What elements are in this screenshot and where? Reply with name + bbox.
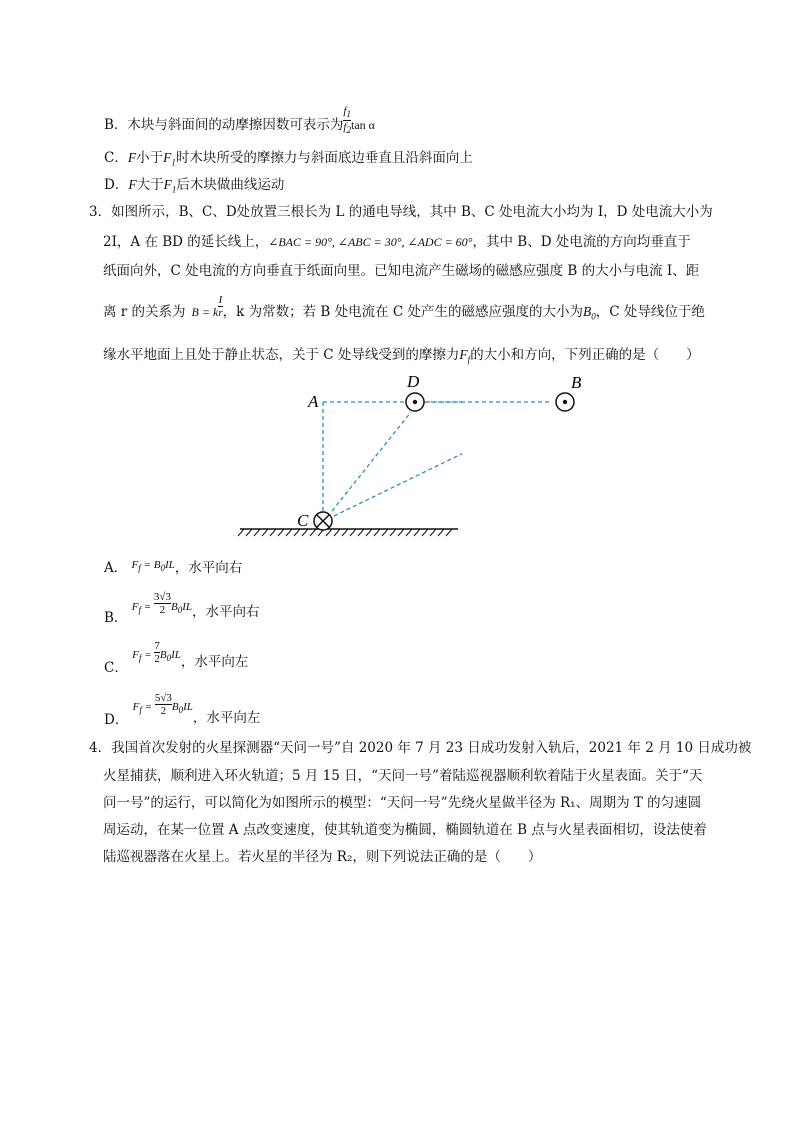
option-direction: ，水平向右 — [174, 560, 243, 576]
q3-option-c: C． $F_f$ = $\frac{7}{2}$ $B_0IL$，水平向左 — [104, 640, 249, 676]
segment-cd — [332, 412, 411, 511]
question-number: 3． — [89, 204, 112, 220]
ground-hatching — [238, 529, 452, 536]
q3-line-5: 缘水平地面上且处于静止状态，关于 C 处导线受到的摩擦力$F_f$的大小和方向，下列正确的是（ ） — [103, 347, 700, 365]
question-number: 4． — [89, 740, 112, 756]
label-d: D — [407, 372, 420, 391]
q3-line-2: 2I，A 在 BD 的延长线上，∠BAC = 90°, ∠ABC = 30°, ∠ADC = 60°，其中 B、D 处电流的方向均垂直于 — [103, 234, 691, 250]
option-direction: ，水平向左 — [192, 710, 261, 726]
q4-line-2: 火星捕获，顺利进入环火轨道；5 月 15 日，“天问一号”着陆巡视器顺利软着陆于火星表面。关于“天 — [103, 768, 703, 784]
option-direction: ，水平向左 — [180, 654, 249, 670]
q4-line-4: 周运动，在某一位置 A 点改变速度，使其轨道变为椭圆，椭圆轨道在 B 点与火星表面相切，设法使着 — [103, 822, 707, 838]
label-a: A — [308, 392, 319, 411]
option-letter: B． — [104, 610, 128, 626]
angle-conditions: ∠BAC = 90°, ∠ABC = 30°, ∠ADC = 60° — [268, 235, 473, 249]
q4-line-5: 陆巡视器落在火星上。若火星的半径为 R₂，则下列说法正确的是（ ） — [103, 849, 542, 865]
q4-line-3: 问一号”的运行，可以简化为如图所示的模型：“天问一号”先绕火星做半径为 R₁、周期为 T 的匀速圆 — [103, 795, 702, 811]
option-c-prev: C．F小于$F_1$时木块所受的摩擦力与斜面底边垂直且沿斜面向上 — [104, 150, 473, 168]
q3-line-4: 离 r 的关系为 B = k $\frac{I}{r}$ ，k 为常数；若 B 处电流在 C 处产生的磁感应强度的大小为$B_0$，C 处导线位于绝 — [103, 294, 705, 322]
wire-b-out-icon — [556, 393, 574, 411]
figure-connector-lines — [420, 395, 550, 525]
option-letter: A． — [104, 560, 128, 576]
option-direction: ，水平向右 — [191, 604, 260, 620]
wire-c-in-icon — [314, 512, 332, 530]
option-b-prev — [104, 105, 375, 136]
q3-option-a: A． $^{F_f = B_0IL}$，水平向右 — [104, 559, 243, 576]
q3-option-d: D． $F_f$ = $\frac{5√3}{2}$ $B_0IL$，水平向左 — [104, 692, 261, 728]
option-text: 木块与斜面间的动摩擦因数可表示为 — [127, 117, 344, 134]
option-letter: D． — [104, 712, 129, 728]
q3-line-3: 纸面向外，C 处电流的方向垂直于纸面向里。已知电流产生磁场的磁感应强度 B 的大小与电流 I、距 — [103, 263, 700, 279]
option-letter: B． — [104, 117, 128, 134]
option-letter: C． — [104, 660, 128, 676]
friction-ratio-fraction: $\frac{f_1}{f_2}$ — [343, 105, 351, 136]
label-b: B — [571, 373, 582, 392]
option-d-prev: D．F大于$F_1$后木块做曲线运动 — [104, 177, 285, 195]
tan-alpha: tan α — [350, 118, 375, 133]
q3-line-1: 3．如图所示，B、C、D处放置三根长为 L 的通电导线，其中 B、C 处电流大小均为 I，D 处电流大小为 — [89, 204, 713, 220]
q3-option-b: B． $F_f$ = $\frac{3√3}{2}$ $B_0IL$，水平向右 — [104, 591, 260, 626]
label-c: C — [297, 511, 309, 530]
field-formula: B = k — [191, 305, 219, 319]
q4-line-1: 4．我国首次发射的火星探测器“天问一号”自 2020 年 7 月 23 日成功发射入轨后，2021 年 2 月 10 日成功被 — [89, 740, 752, 756]
